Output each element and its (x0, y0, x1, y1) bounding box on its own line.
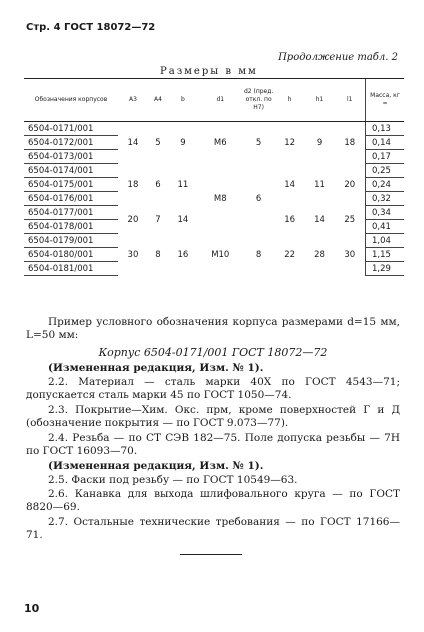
col-mass: Масса, кг ≈ (366, 79, 405, 122)
para-2-3: 2.3. Покрытие—Хим. Окс. прм, кроме поверхностей Г и Д (обозначение покрытия — по ГОСТ 9.073—77). (26, 404, 400, 429)
a3-cell: 18 (127, 179, 139, 190)
para-2-6: 2.6. Канавка для выхода шлифовального круга — по ГОСТ 8820—69. (26, 488, 400, 513)
col-a4: A4 (148, 79, 168, 122)
dimensions-table (24, 78, 404, 276)
d1-cell: M6 (213, 137, 227, 148)
h-cell: 16 (284, 214, 296, 225)
para-2-7: 2.7. Остальные технические требования — по ГОСТ 17166—71. (26, 516, 400, 541)
para-2-2: 2.2. Материал — сталь марки 40Х по ГОСТ 4543—71; допускается сталь марки 45 по ГОСТ 1050—74. (26, 376, 400, 401)
para-2-4: 2.4. Резьба — по СТ СЭВ 182—75. Поле допуска резьбы — 7Н по ГОСТ 16093—70. (26, 432, 400, 457)
a3-cell: 14 (127, 137, 139, 148)
designation-cell: 6504-0175/001 (24, 178, 118, 192)
a3-cell: 20 (127, 214, 139, 225)
l1-cell: 25 (344, 214, 356, 225)
mass-cell: 1,29 (366, 262, 405, 276)
table-header-row (24, 79, 404, 122)
mass-cell: 0,17 (366, 150, 405, 164)
designation-cell: 6504-0171/001 (24, 122, 118, 136)
col-h1: h1 (305, 79, 335, 122)
dimensions-caption: Размеры в мм (160, 66, 258, 77)
h1-cell: 14 (314, 214, 325, 225)
designation-cell: 6504-0172/001 (24, 136, 118, 150)
h-cell: 22 (284, 249, 296, 260)
col-h: h (275, 79, 305, 122)
h1-cell: 11 (314, 179, 325, 190)
d1-cell: M8 (213, 193, 227, 204)
d2-cell: 6 (255, 193, 262, 204)
a4-cell: 6 (155, 179, 161, 190)
a4-cell: 5 (155, 137, 161, 148)
amendment-note-2: (Измененная редакция, Изм. № 1). (48, 460, 264, 472)
designation-cell: 6504-0179/001 (24, 234, 118, 248)
table-continuation-label: Продолжение табл. 2 (278, 52, 398, 63)
designation-cell: 6504-0178/001 (24, 220, 118, 234)
table-row (24, 122, 404, 136)
designation-cell: 6504-0177/001 (24, 206, 118, 220)
l1-cell: 30 (344, 249, 356, 260)
b-cell: 14 (177, 214, 189, 225)
example-designation: Корпус 6504-0171/001 ГОСТ 18072—72 (98, 346, 328, 359)
mass-cell: 0,14 (366, 136, 405, 150)
mass-cell: 1,04 (366, 234, 405, 248)
h-cell: 12 (284, 137, 296, 148)
a3-cell: 30 (127, 249, 139, 260)
a4-cell: 8 (155, 249, 161, 260)
l1-cell: 20 (344, 179, 356, 190)
mass-cell: 1,15 (366, 248, 405, 262)
b-cell: 11 (177, 179, 189, 190)
page-number: 10 (24, 602, 40, 615)
designation-example: Пример условного обозначения корпуса размерами d=15 мм, L=50 мм: (26, 316, 400, 341)
table-row (24, 234, 404, 248)
h1-cell: 28 (314, 249, 325, 260)
b-cell: 16 (177, 249, 189, 260)
designation-cell: 6504-0176/001 (24, 192, 118, 206)
table-row (24, 164, 404, 178)
d1-cell: M10 (211, 249, 230, 260)
designation-cell: 6504-0174/001 (24, 164, 118, 178)
mass-cell: 0,32 (366, 192, 405, 206)
h1-cell: 9 (316, 137, 323, 148)
mass-cell: 0,13 (366, 122, 405, 136)
designation-cell: 6504-0173/001 (24, 150, 118, 164)
designation-cell: 6504-0181/001 (24, 262, 118, 276)
a4-cell: 7 (155, 214, 161, 225)
mass-cell: 0,41 (366, 220, 405, 234)
col-designation: Обозначения корпусов (24, 79, 118, 122)
b-cell: 9 (180, 137, 186, 148)
col-b: b (168, 79, 198, 122)
d2-cell: 5 (255, 137, 262, 148)
col-d2: d2 (пред. откл. по H7) (243, 79, 275, 122)
section-divider (180, 554, 242, 555)
h-cell: 14 (284, 179, 296, 190)
l1-cell: 18 (344, 137, 356, 148)
mass-cell: 0,25 (366, 164, 405, 178)
col-a3: A3 (118, 79, 148, 122)
designation-cell: 6504-0180/001 (24, 248, 118, 262)
mass-cell: 0,24 (366, 178, 405, 192)
col-l1: l1 (335, 79, 366, 122)
page-header: Стр. 4 ГОСТ 18072—72 (26, 22, 156, 33)
amendment-note-1: (Измененная редакция, Изм. № 1). (48, 362, 264, 374)
col-d1: d1 (198, 79, 243, 122)
mass-cell: 0,34 (366, 206, 405, 220)
para-2-5: 2.5. Фаски под резьбу — по ГОСТ 10549—63. (48, 474, 298, 486)
d2-cell: 8 (255, 249, 262, 260)
